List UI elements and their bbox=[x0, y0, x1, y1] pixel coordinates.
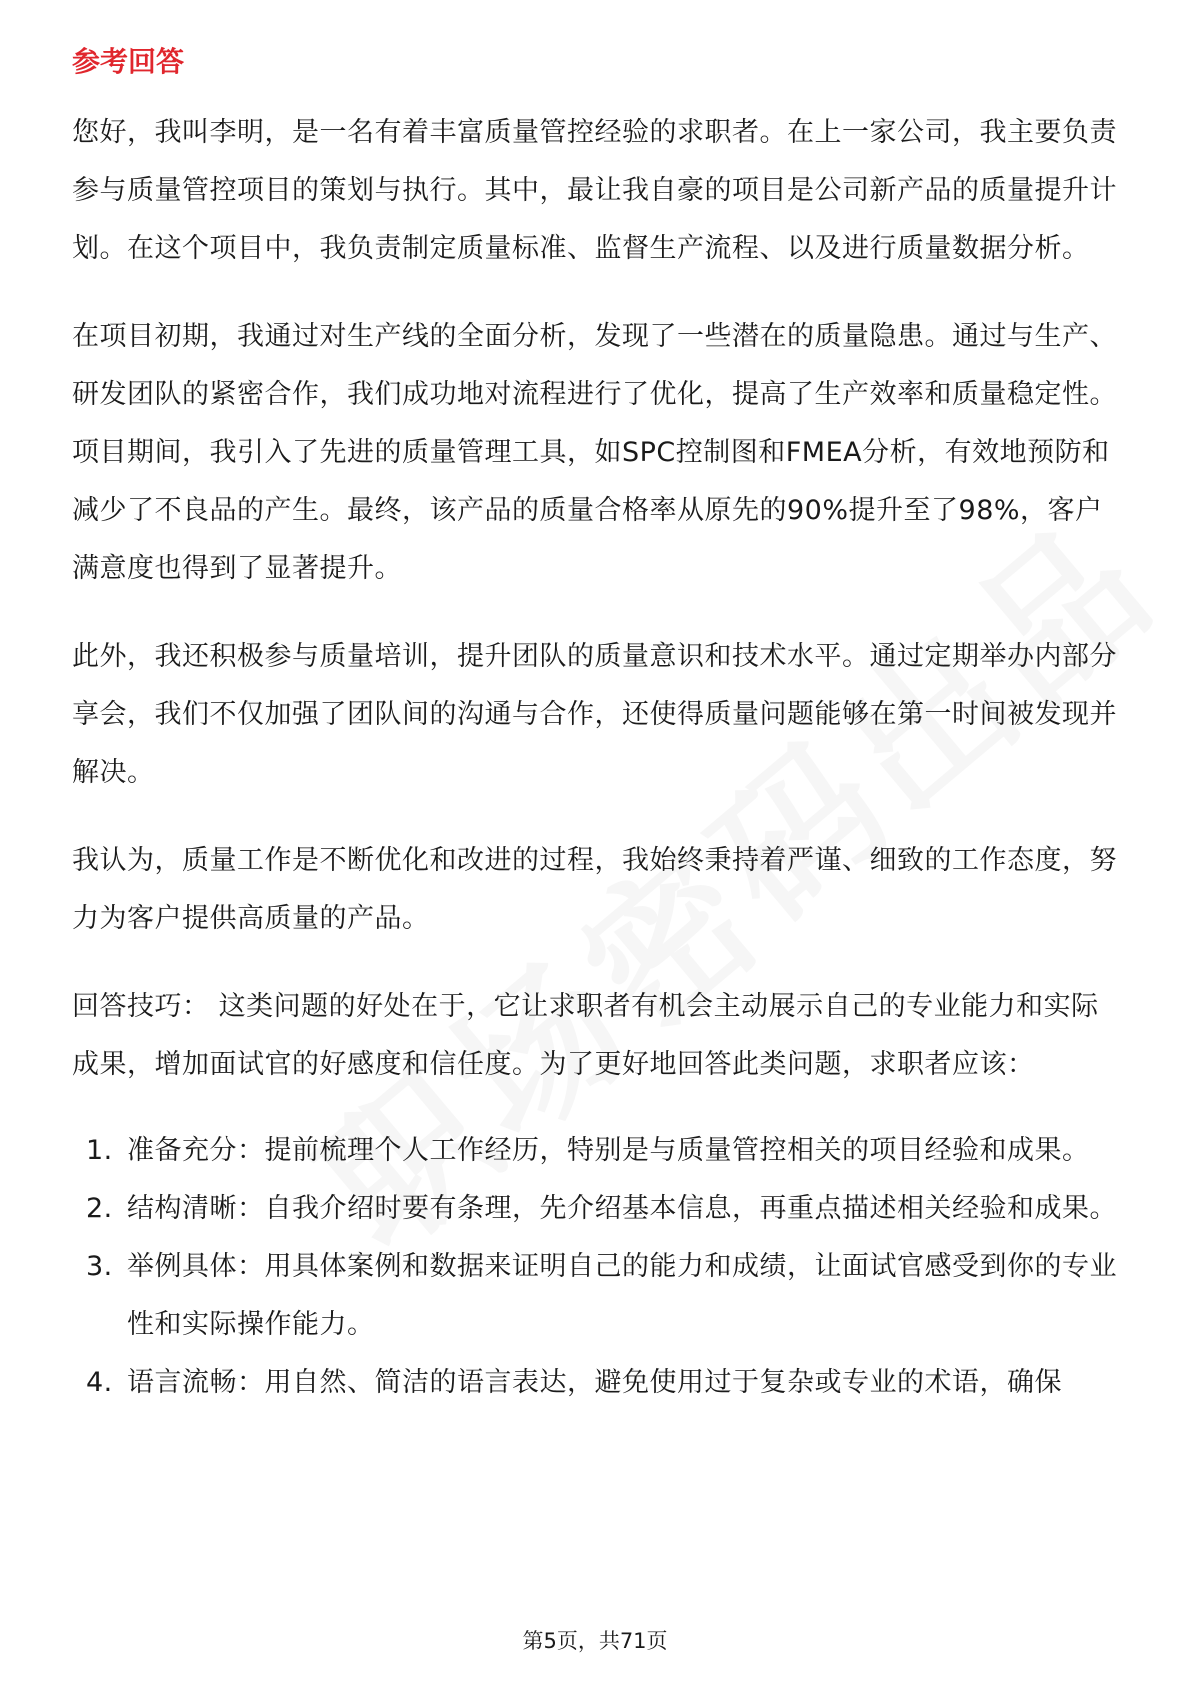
paragraph-project: 在项目初期，我通过对生产线的全面分析，发现了一些潜在的质量隐患。通过与生产、研发团队的紧密合作，我们成功地对流程进行了优化，提高了生产效率和质量稳定性。项目期间，我引入了先进的质量管理工具，如SPC控制图和FMEA分析，有效地预防和减少了不良品的产生。最终，该产品的质量合格率从原先的90%提升至了98%，客户满意度也得到了显著提升。 bbox=[72, 321, 1117, 584]
list-item bbox=[72, 1180, 1122, 1238]
list-item bbox=[72, 1122, 1122, 1180]
paragraph-attitude: 我认为，质量工作是不断优化和改进的过程，我始终秉持着严谨、细致的工作态度，努力为客户提供高质量的产品。 bbox=[72, 845, 1117, 934]
tips-list bbox=[72, 1122, 1122, 1412]
page-number: 第5页，共71页 bbox=[522, 1629, 668, 1653]
list-item bbox=[72, 1354, 1122, 1412]
section-title: 参考回答 bbox=[72, 45, 185, 78]
document-page bbox=[72, 42, 1122, 1412]
list-number: 2. bbox=[86, 1193, 113, 1224]
paragraph-intro: 您好，我叫李明，是一名有着丰富质量管控经验的求职者。在上一家公司，我主要负责参与质量管控项目的策划与执行。其中，最让我自豪的项目是公司新产品的质量提升计划。在这个项目中，我负责制定质量标准、监督生产流程、以及进行质量数据分析。 bbox=[72, 117, 1117, 264]
list-text: 举例具体：用具体案例和数据来证明自己的能力和成绩，让面试官感受到你的专业性和实际操作能力。 bbox=[127, 1251, 1117, 1340]
tips-intro: 回答技巧： 这类问题的好处在于，它让求职者有机会主动展示自己的专业能力和实际成果，增加面试官的好感度和信任度。为了更好地回答此类问题，求职者应该： bbox=[72, 991, 1099, 1080]
list-number: 3. bbox=[86, 1251, 113, 1282]
list-number: 1. bbox=[86, 1135, 113, 1166]
list-text: 语言流畅：用自然、简洁的语言表达，避免使用过于复杂或专业的术语，确保 bbox=[127, 1367, 1062, 1398]
list-number: 4. bbox=[86, 1367, 113, 1398]
list-item bbox=[72, 1238, 1122, 1354]
list-text: 准备充分：提前梳理个人工作经历，特别是与质量管控相关的项目经验和成果。 bbox=[127, 1135, 1090, 1166]
list-text: 结构清晰：自我介绍时要有条理，先介绍基本信息，再重点描述相关经验和成果。 bbox=[127, 1193, 1117, 1224]
paragraph-training: 此外，我还积极参与质量培训，提升团队的质量意识和技术水平。通过定期举办内部分享会，我们不仅加强了团队间的沟通与合作，还使得质量问题能够在第一时间被发现并解决。 bbox=[72, 641, 1117, 788]
